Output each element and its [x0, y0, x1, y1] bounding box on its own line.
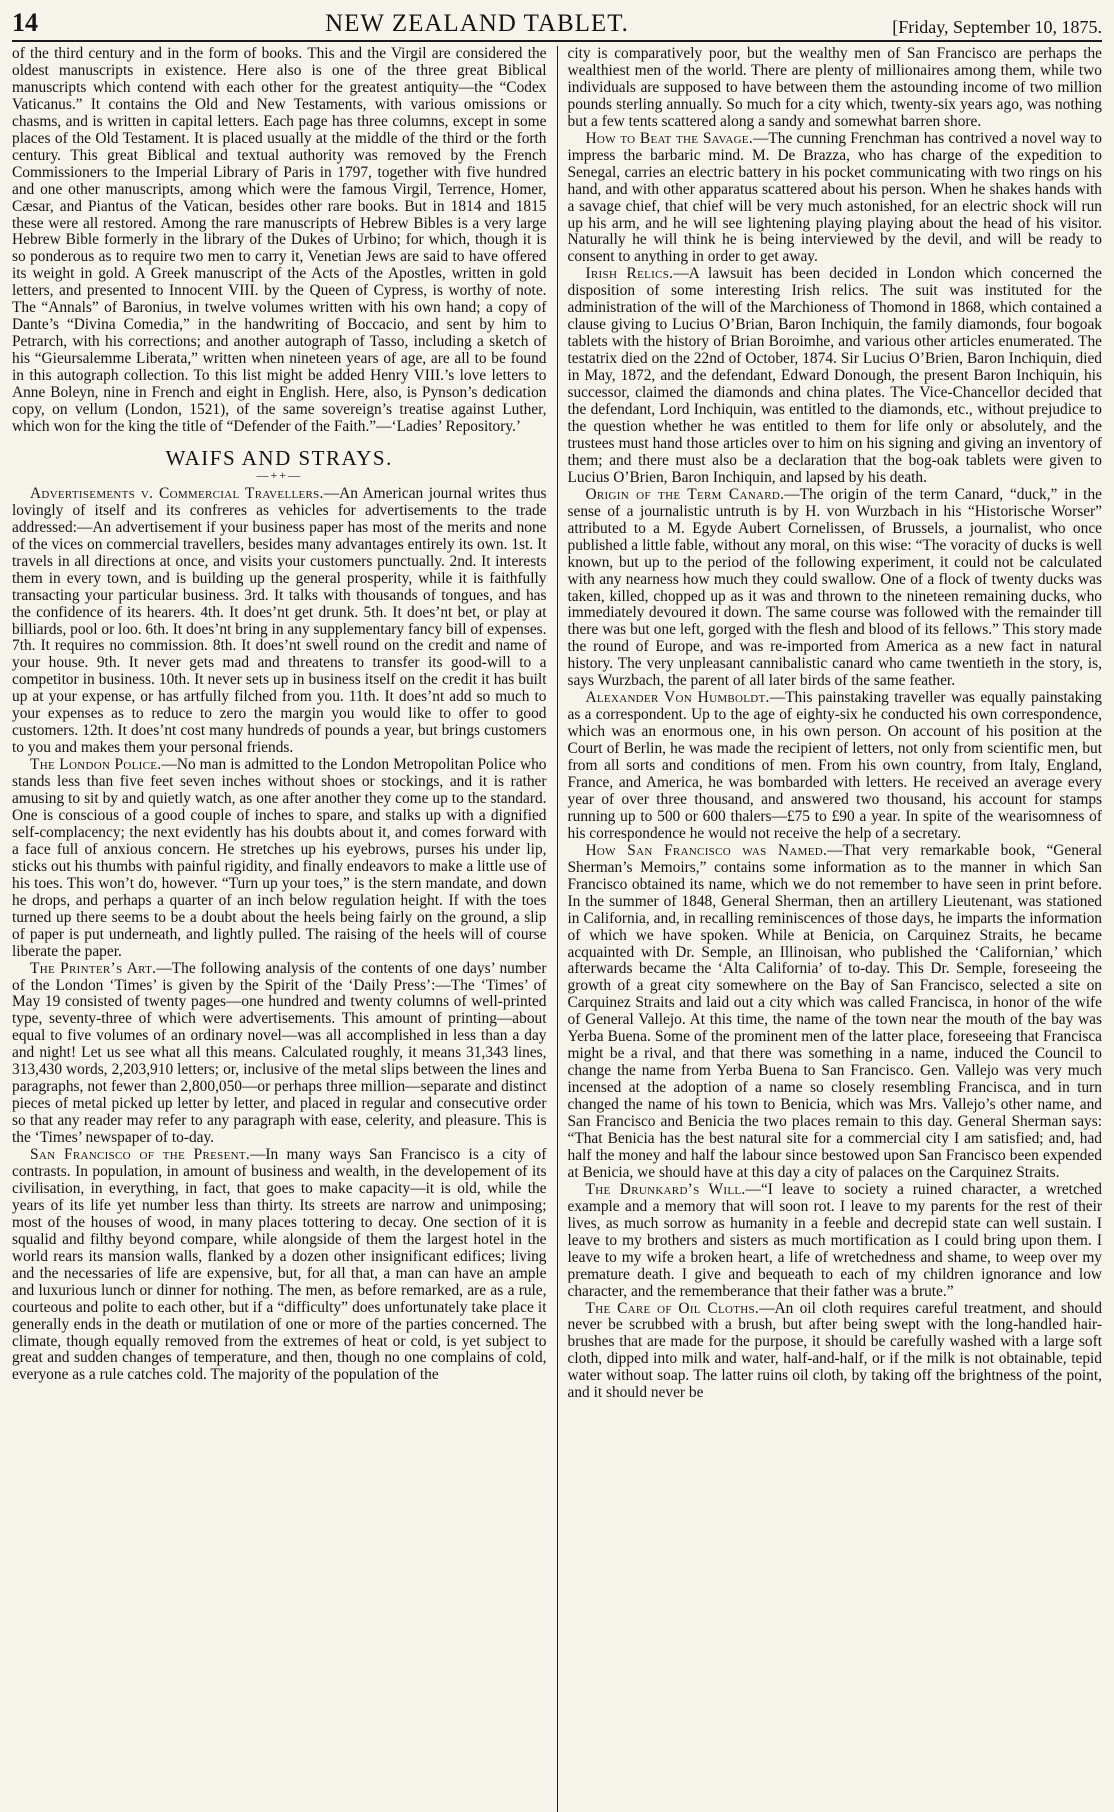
article-lead: The Drunkard’s Will. [585, 1180, 746, 1198]
left-column [12, 46, 557, 1812]
left-articles [12, 486, 547, 1385]
article-san-francisco-present [12, 1147, 547, 1384]
article-body: —The following analysis of the contents of one days’ number of the London ‘Times’ is given by the Spirit of the ‘Daily Press’:—The ‘Times’ of May 19 consisted of twenty pages—one hundred and twenty columns of well-printed type, seventy-three of which were advertisements. This amount of printing—about equal to five volumes of an ordinary novel—was all accomplished in less than a day and night! Let us see what all this means. Calculated roughly, it means 31,343 lines, 313,430 words, 2,203,910 letters; or, inclusive of the metal slips between the lines and paragraphs, not fewer than 2,800,050—or perhaps three million—separate and distinct pieces of metal picked up letter by letter, and placed in regular and consecutive order so that any reader may refer to any paragraph with ease, celerity, and pleasure. This is the ‘Times’ newspaper of to-day. [12, 959, 547, 1147]
article-lead: Alexander Von Humboldt. [585, 689, 770, 707]
columns [12, 46, 1102, 1812]
newspaper-title: NEW ZEALAND TABLET. [325, 10, 629, 37]
article-oil-cloths [568, 1301, 1103, 1403]
article-lead: San Francisco of the Present. [30, 1146, 251, 1164]
article-lead: The London Police. [30, 756, 162, 774]
article-printers-art [12, 961, 547, 1147]
article-lead: The Care of Oil Cloths. [585, 1299, 760, 1317]
article-body: —A lawsuit has been decided in London which concerned the disposition of some interesting Irish relics. The suit was instituted for the administration of the will of the Marchioness of Thomond in 1868, which contained a clause giving to Lucius O’Brian, Baron Inchiquin, the family diamonds, four bogoak tablets with the history of Brian Boroimhe, and various other articles enumerated. The testatrix died on the 22nd of October, 1874. Sir Lucius O’Brien, Baron Inchiquin, died in May, 1872, and the defendant, Edward Donough, the present Baron Inchiquin, his successor, claimed the diamonds and china plates. The Vice-Chancellor decided that the defendant, Lord Inchiquin, was entitled to the diamonds, etc., without prejudice to the question whether he was entitled to them for life only or absolutely, and the trustees must hand those articles over to him on his signing and giving an inventory of them; and there must also be a declaration that the bog-oak tablets were given to Lucius O’Brien, Baron Inchiquin, and lapsed by his death. [567, 265, 1102, 486]
section-title: WAIFS AND STRAYS. [165, 445, 393, 470]
masthead [12, 6, 1102, 42]
intro-paragraph: of the third century and in the form of books. This and the Virgil are considered the oldest manuscripts in existence. Here also is one of the three great Biblical manuscripts which contend with each other for the greatest antiquity—the “Codex Vaticanus.” It contains the Old and New Testaments, with various omissions or chasms, and is written in capital letters. Each page has three columns, except in some places of the Old Testament. It is placed usually at the middle of the third or the forth century. This great Biblical and textual authority was removed by the French Commissioners to the Imperial Library of Paris in 1797, together with five hundred and one other manuscripts, among which were the famous Virgil, Terrence, Homer, Cæsar, and Piantus of the Vatican, besides other rare books. But in 1814 and 1815 these were all restored. Among the rare manuscripts of Hebrew Bibles is a very large Hebrew Bible formerly in the library of the Dukes of Urbino; for which, though it is so ponderous as to require two men to carry it, Venetian Jews are said to have offered its weight in gold. A Greek manuscript of the Acts of the Apostles, written in gold letters, and presented to Innocent VIII. by the Queen of Cypress, is worthy of note. The “Annals” of Baronius, in twelve volumes written with his own hand; a copy of Dante’s “Divina Comedia,” in the handwriting of Boccacio, and sent by him to Petrarch, with his corrections; and another autograph of Tasso, including a sketch of his “Gieursalemme Liberata,” written when nineteen years of age, are all to be found in this autograph collection. To this list might be added Henry VIII.’s love letters to Anne Boleyn, nine in French and eight in English. Here, also, is Pynson’s dedication copy, on vellum (London, 1521), of the same sovereign’s treatise against Luther, which won for the king the title of “Defender of the Faith.”—‘Ladies’ Repository.’ [12, 46, 547, 435]
article-body: —An American journal writes thus lovingly of itself and its confreres as vehicles for advertisements to the trade addressed:—An advertisement if your business paper has most of the merits and none of the vices on commercial travellers, besides many advantages entirely its own. 1st. It travels in all directions at once, and visits your customers punctually. 2nd. It interests them in every town, and is building up the general prosperity, while it is faithfully transacting your particular business. 3rd. It talks with thousands of tongues, and has the confidence of its hearers. 4th. It does’nt get drunk. 5th. It does’nt bet, or play at billiards, pool or loo. 6th. It does’nt bring in any supplementary fancy bill of expenses. 7th. It requires no commission. 8th. It does’nt swell round on the credit and name of your house. 9th. It never gets mad and threatens to transfer its good-will to a competitor in business. 10th. It never sets up in business itself on the credit it has built up at your expense, or has artfully filched from you. 11th. It does’nt add so much to your expenses as to reduce to zero the margin you would like to offer to good customers. 12th. It does’nt cost many hundreds of pounds a year, but brings customers to you and makes them your personal friends. [12, 484, 547, 757]
article-lead: How San Francisco was Named. [585, 841, 828, 859]
article-body: —That very remarkable book, “General Sherman’s Memoirs,” contains some information as to the manner in which San Francisco obtained its name, which we do not remember to have seen in print before. In the summer of 1848, General Sherman, then an artillery Lieutenant, was stationed in California, and, in recalling reminiscences of those days, he imparts the information of which we have spoken. While at Benicia, on Carquinez Straits, he became acquainted with Dr. Semple, an Illinoisan, who published the ‘Californian,’ which afterwards became the ‘Alta California’ of to-day. This Dr. Semple, foreseeing the growth of a great city somewhere on the Bay of San Francisco, selected a site on Carquinez Straits and laid out a city which was called Francisca, in honor of the wife of General Vallejo. At this time, the name of the town near the mouth of the bay was Yerba Buena. Some of the prominent men of the latter place, foreseeing that Francisca might be a rival, and that there was something in a name, induced the Council to change the name from Yerba Buena to San Francisco. Gen. Vallejo was very much incensed at the adoption of a name so closely resembling Francisca, and in turn changed the name of his town to Benicia, which was Mrs. Vallejo’s other name, and San Francisco and Benicia the two places remain to this day. General Sherman says: “That Benicia has the best natural site for a commercial city I am satisfied; and, had half the money and half the labour since bestowed upon San Francisco been expended at Benicia, we should have at this day a city of palaces on the Carquinez Straits. [567, 841, 1102, 1181]
article-canard [568, 487, 1103, 690]
article-body: —“I leave to society a ruined character, a wretched example and a memory that will soon rot. I leave to my parents for the rest of their lives, as much sorrow as humanity in a feeble and decrepid state can well sustain. I leave to my brothers and sisters as much mortification as I could bring upon them. I leave to my wife a broken heart, a life of wretchedness and shame, to weep over my premature death. I give and bequeath to each of my children ignorance and low character, and the rememberance that their father was a brute.” [567, 1180, 1102, 1300]
article-beat-savage [568, 131, 1103, 267]
page-number: 14 [12, 8, 38, 37]
article-irish-relics [568, 266, 1103, 486]
article-advertisements [12, 486, 547, 757]
article-drunkards-will [568, 1182, 1103, 1301]
article-lead: How to Beat the Savage. [585, 129, 753, 147]
section-ornament: —++— [256, 467, 303, 482]
article-london-police [12, 757, 547, 960]
article-body: —This painstaking traveller was equally painstaking as a correspondent. Up to the age of eighty-six he conducted his own correspondence, which was an enormous one, in his own person. On account of his position at the Court of Berlin, he was made the recipient of letters, not only from scientific men, but from all sorts and conditions of men. From his own country, from Italy, England, France, and America, he was bombarded with letters. He received an average every year of over three thousand, and answered two thousand, his account for stamps running up to 500 or 600 thalers—£75 to £90 a year. In spite of the wearisomness of his correspondence he would not receive the help of a secretary. [567, 689, 1102, 842]
article-body: —In many ways San Francisco is a city of contrasts. In population, in amount of business and wealth, in the developement of its civilisation, in everything, in fact, that goes to make capacity—it is old, while the years of its life yet number less than thirty. Its streets are narrow and unimposing; most of the houses of wood, in many places tottering to decay. One section of it is squalid and filthy beyond compare, while alongside of them the largest hotel in the world rears its mansion walls, flanked by a dozen other insignificant edifices; living and the necessaries of life are expensive, but, for all that, a man can have an ample and luxurious lunch or dinner for nothing. The men, as before remarked, are as a rule, courteous and polite to each other, but if a “difficulty” does unfortunately take place it generally ends in the death or mutilation of one or more of the parties concerned. The climate, though equally removed from the extremes of heat or cold, is yet subject to great and sudden changes of temperature, and then, though no one complains of cold, everyone as a rule catches cold. The majority of the population of the [12, 1146, 547, 1384]
article-lead: The Printer’s Art. [30, 959, 157, 977]
article-lead: Advertisements v. Commercial Travellers. [30, 484, 324, 502]
article-body: —No man is admitted to the London Metropolitan Police who stands less than five feet seven inches without shoes or stockings, and it is rather amusing to sit by and quietly watch, as one after another they come up to the standard. One is conscious of a good couple of inches to spare, and stalks up with a dignified self-complacency; the next evidently has his doubts about it, and comes forward with a face full of anxious concern. He stretches up his eyebrows, purses his under lip, sticks out his thumbs with painful rigidity, and finally endeavors to make a little use of his toes. This won’t do, however. “Turn up your toes,” is the stern mandate, and down he drops, and perhaps a quarter of an inch below regulation height. If with the toes turned up there seems to be a doubt about the heels being fairly on the ground, a slip of paper is put underneath, and lightly pulled. The raising of the heels will of course liberate the paper. [12, 756, 547, 960]
right-column [558, 46, 1103, 1812]
issue-date: [Friday, September 10, 1875. [892, 17, 1102, 37]
article-body: —The cunning Frenchman has contrived a novel way to impress the barbaric mind. M. De Brazza, who has charge of the expedition to Senegal, carries an electric battery in his pocket communicating with two rings on his hand, and with other apparatus scattered about his person. When he shakes hands with a savage chief, that chief will be very much astonished, for an electric shock will run up his arm, and he will see lightening playing playing about the head of his visitor. Naturally he will think he is being interviewed by the devil, and will be ready to consent to anything in order to get away. [567, 129, 1102, 266]
article-lead: Origin of the Term Canard. [585, 485, 785, 503]
article-humboldt [568, 690, 1103, 843]
article-body: —The origin of the term Canard, “duck,” in the sense of a journalistic untruth is by H. von Wurzbach in his “Historische Worser” attributed to a M. Egyde Aubert Cornelissen, of Brussels, a journalist, who once published a little fable, without any moral, on this wise: “The voracity of ducks is well known, but up to the period of the following experiment, it could not be calculated with any nearness how much they could swallow. One of a flock of twenty ducks was taken, killed, chopped up as it was and thrown to the nineteen remaining ducks, who immediately devoured it down. The same course was followed with the remainder till there was but one left, gorged with the flesh and blood of its fellows.” This story made the round of Europe, and was re-imported from America as a new fact in natural history. The very unpleasant cannibalistic canard who came twentieth in the story, is, says Wurzbach, the parent of all later birds of the same feather. [567, 485, 1102, 690]
article-san-francisco-named [568, 843, 1103, 1182]
continued-paragraph: city is comparatively poor, but the wealthy men of San Francisco are perhaps the wealthiest men of the world. There are plenty of millionaires among them, while two individuals are supposed to have between them the astounding income of two million pounds sterling annually. So much for a city which, twenty-six years ago, was nothing but a few tents scattered along a sandy and somewhat barren shore. [567, 46, 1102, 130]
article-lead: Irish Relics. [585, 265, 674, 283]
article-body: —An oil cloth requires careful treatment, and should never be scrubbed with a brush, but after being swept with the long-handled hair-brushes that are made for the purpose, it should be carefully washed with a large soft cloth, dipped into milk and water, half-and-half, or if the milk is not obtainable, tepid water without soap. The latter ruins oil cloth, by taking off the brightness of the point, and it should never be [567, 1299, 1102, 1402]
